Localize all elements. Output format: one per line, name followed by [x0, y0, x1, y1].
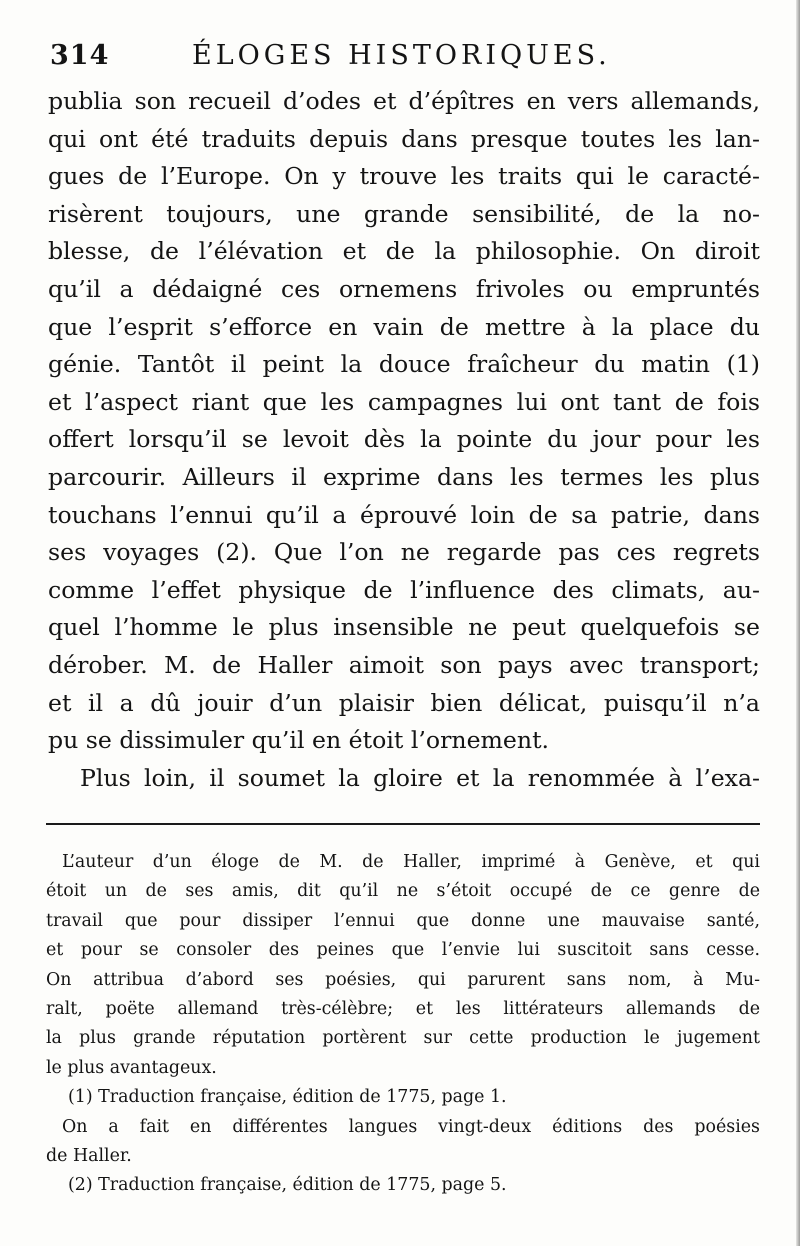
- body-line: et l’aspect riant que les campagnes lui ont tant de fois: [48, 387, 760, 416]
- body-line: que l’esprit s’efforce en vain de mettre à la place du: [48, 312, 760, 341]
- footnote-line: le plus avantageux.: [46, 1057, 217, 1078]
- footnote-1: (1) Traduction française, édition de 1775, page 1.: [68, 1087, 507, 1108]
- footnote-line: la plus grande réputation portèrent sur cette production le jugement: [46, 1028, 760, 1049]
- body-line: Plus loin, il soumet la gloire et la renommée à l’exa-: [80, 763, 760, 792]
- footnote-line: de Haller.: [46, 1145, 132, 1166]
- running-title: ÉLOGES HISTORIQUES.: [192, 40, 611, 71]
- footnote-line: ralt, poëte allemand très-célèbre; et les littérateurs allemands de: [46, 998, 760, 1019]
- body-text: [48, 83, 760, 797]
- body-line: quel l’homme le plus insensible ne peut quelquefois se: [48, 613, 760, 642]
- footnote-rule: [46, 823, 760, 825]
- body-line: blesse, de l’élévation et de la philosophie. On diroit: [48, 237, 760, 266]
- body-line: comme l’effet physique de l’influence des climats, au-: [48, 575, 760, 604]
- footnote-line: travail que pour dissiper l’ennui que donne une mauvaise santé,: [46, 910, 760, 931]
- body-line: dérober. M. de Haller aimoit son pays avec transport;: [48, 650, 760, 679]
- body-line: parcourir. Ailleurs il exprime dans les termes les plus: [48, 462, 760, 491]
- body-line: risèrent toujours, une grande sensibilité, de la no-: [48, 199, 760, 228]
- page-header: [50, 40, 750, 80]
- body-line: publia son recueil d’odes et d’épîtres en vers allemands,: [48, 87, 760, 115]
- body-line: qui ont été traduits depuis dans presque toutes les lan-: [48, 124, 760, 153]
- footnote-line: On attribua d’abord ses poésies, qui parurent sans nom, à Mu-: [46, 969, 760, 990]
- footnote-line: et pour se consoler des peines que l’envie lui suscitoit sans cesse.: [46, 940, 760, 961]
- footnote-line: L’auteur d’un éloge de M. de Haller, imprimé à Genève, et qui: [62, 852, 760, 872]
- page-number: 314: [50, 40, 110, 71]
- body-line: offert lorsqu’il se levoit dès la pointe du jour pour les: [48, 425, 760, 454]
- body-line: pu se dissimuler qu’il en étoit l’ornement.: [48, 726, 550, 755]
- footnote-line: étoit un de ses amis, dit qu’il ne s’étoit occupé de ce genre de: [46, 881, 760, 902]
- footnote-line: On a fait en différentes langues vingt-deux éditions des poésies: [62, 1116, 760, 1137]
- body-line: gues de l’Europe. On y trouve les traits qui le caracté-: [48, 162, 760, 191]
- body-line: touchans l’ennui qu’il a éprouvé loin de sa patrie, dans: [48, 500, 760, 529]
- body-line: qu’il a dédaigné ces ornemens frivoles ou empruntés: [48, 274, 760, 303]
- body-line: et il a dû jouir d’un plaisir bien délicat, puisqu’il n’a: [48, 688, 760, 717]
- body-line: ses voyages (2). Que l’on ne regarde pas ces regrets: [48, 538, 760, 567]
- body-line: génie. Tantôt il peint la douce fraîcheur du matin (1): [48, 350, 760, 379]
- footnotes: [46, 848, 760, 1201]
- footnote-2: (2) Traduction française, édition de 1775, page 5.: [68, 1175, 507, 1196]
